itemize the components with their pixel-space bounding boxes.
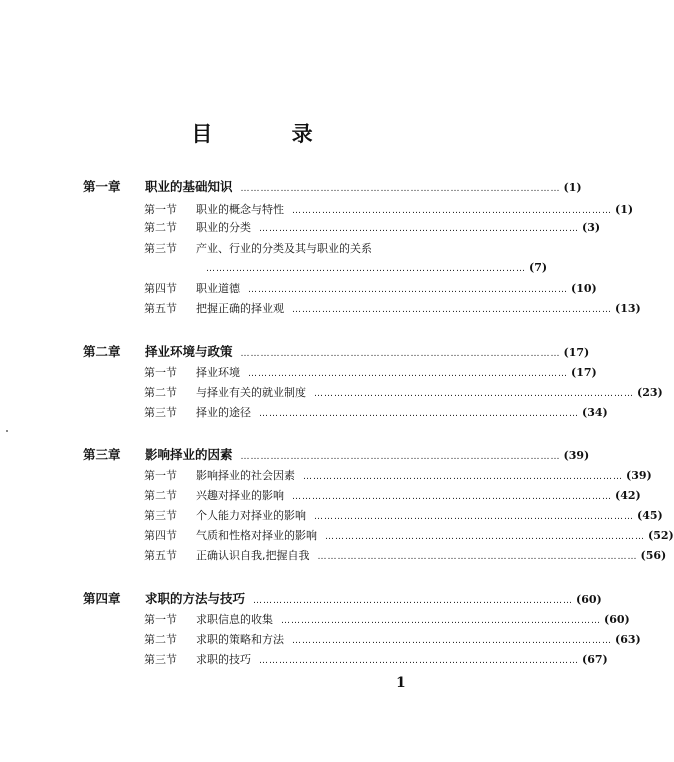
section-number: 第二节 — [144, 489, 177, 502]
chapter-number: 第四章 — [83, 591, 121, 606]
dot-leader: …………………………………………………………………………………… — [281, 616, 601, 626]
page-number: (42) — [615, 489, 641, 502]
section-number: 第四节 — [144, 282, 177, 295]
page-number: (60) — [576, 593, 602, 606]
footer-page-number: 1 — [396, 675, 406, 691]
toc-section-3-5[interactable] — [144, 547, 667, 565]
section-number: 第五节 — [144, 302, 177, 315]
section-title: 职业的概念与特性 — [196, 203, 284, 216]
scan-speck — [6, 430, 8, 432]
toc-section-2-2[interactable] — [144, 384, 663, 402]
section-title: 气质和性格对择业的影响 — [196, 529, 317, 542]
toc-section-2-3[interactable] — [144, 404, 608, 422]
dot-leader: …………………………………………………………………………………… — [253, 596, 574, 606]
toc-section-3-1[interactable] — [144, 467, 652, 485]
dot-leader: …………………………………………………………………………………… — [259, 409, 579, 419]
dot-leader: …………………………………………………………………………………… — [259, 224, 579, 234]
toc-section-4-2[interactable] — [144, 631, 641, 649]
page-number: (52) — [648, 529, 674, 542]
page-number: (17) — [571, 366, 597, 379]
section-number: 第三节 — [144, 406, 177, 419]
page-number: (3) — [582, 221, 601, 234]
page-number: (56) — [640, 549, 667, 562]
page-number: (60) — [604, 613, 630, 626]
toc-section-3-3[interactable] — [144, 507, 663, 525]
section-number: 第一节 — [144, 203, 177, 216]
toc-section-2-1[interactable] — [144, 364, 597, 382]
section-number: 第五节 — [144, 549, 177, 562]
page-number: (10) — [571, 282, 597, 295]
toc-section-1-3-continuation[interactable] — [144, 259, 548, 277]
dot-leader: …………………………………………………………………………………… — [240, 349, 561, 359]
dot-leader: …………………………………………………………………………………… — [317, 552, 638, 562]
section-title: 择业环境 — [196, 366, 240, 379]
page-number: (45) — [637, 509, 663, 522]
dot-leader: …………………………………………………………………………………… — [292, 206, 612, 216]
section-title: 职业的分类 — [196, 221, 251, 234]
dot-leader: …………………………………………………………………………………… — [292, 636, 612, 646]
section-number: 第三节 — [144, 242, 177, 255]
page-number: (39) — [626, 469, 652, 482]
toc-section-4-1[interactable] — [144, 611, 630, 629]
toc-section-1-2[interactable] — [144, 219, 601, 237]
toc-section-1-5[interactable] — [144, 300, 641, 318]
section-title: 个人能力对择业的影响 — [196, 509, 306, 522]
section-title: 兴趣对择业的影响 — [196, 489, 284, 502]
section-title: 求职的策略和方法 — [196, 633, 284, 646]
dot-leader: …………………………………………………………………………………… — [240, 184, 561, 194]
page-number: (39) — [563, 449, 590, 462]
section-title: 求职的技巧 — [196, 653, 251, 666]
section-number: 第二节 — [144, 633, 177, 646]
toc-section-3-4[interactable] — [144, 527, 674, 545]
page-number: (7) — [529, 261, 548, 274]
toc-section-1-3[interactable] — [144, 240, 435, 258]
section-title: 把握正确的择业观 — [196, 302, 284, 315]
chapter-number: 第三章 — [83, 447, 121, 462]
page-number: (17) — [563, 346, 590, 359]
page-title: 目 录 — [191, 122, 349, 146]
toc-chapter-4[interactable] — [83, 590, 602, 608]
toc-section-4-3[interactable] — [144, 651, 608, 669]
section-title: 与择业有关的就业制度 — [196, 386, 306, 399]
section-title: 求职信息的收集 — [196, 613, 273, 626]
section-title: 影响择业的社会因素 — [196, 469, 295, 482]
chapter-title: 影响择业的因素 — [145, 447, 233, 462]
section-number: 第一节 — [144, 469, 177, 482]
section-number: 第二节 — [144, 386, 177, 399]
dot-leader: …………………………………………………………………………………… — [248, 369, 568, 379]
chapter-number: 第一章 — [83, 179, 121, 194]
chapter-title: 职业的基础知识 — [145, 179, 233, 194]
page-number: (23) — [637, 386, 663, 399]
toc-section-1-1[interactable] — [144, 201, 634, 219]
toc-section-3-2[interactable] — [144, 487, 641, 505]
dot-leader: …………………………………………………………………………………… — [240, 452, 561, 462]
dot-leader: …………………………………………………………………………………… — [206, 264, 526, 274]
dot-leader: …………………………………………………………………………………… — [292, 305, 612, 315]
dot-leader: …………………………………………………………………………………… — [292, 492, 612, 502]
section-number: 第三节 — [144, 653, 177, 666]
dot-leader: …………………………………………………………………………………… — [314, 389, 634, 399]
dot-leader: …………………………………………………………………………………… — [314, 512, 634, 522]
page-number: (13) — [615, 302, 641, 315]
section-title: 正确认识自我,把握自我 — [196, 549, 310, 562]
section-number: 第一节 — [144, 613, 177, 626]
page-number: (1) — [615, 203, 634, 216]
section-title: 择业的途径 — [196, 406, 251, 419]
dot-leader: …………………………………………………………………………………… — [259, 656, 579, 666]
page-number: (34) — [582, 406, 608, 419]
toc-chapter-3[interactable] — [83, 446, 590, 464]
section-number: 第二节 — [144, 221, 177, 234]
toc-section-1-4[interactable] — [144, 280, 597, 298]
section-title: 产业、行业的分类及其与职业的关系 — [196, 242, 372, 255]
dot-leader: …………………………………………………………………………………… — [248, 285, 568, 295]
section-number: 第一节 — [144, 366, 177, 379]
toc-chapter-2[interactable] — [83, 343, 590, 361]
dot-leader: …………………………………………………………………………………… — [325, 532, 645, 542]
section-title: 职业道德 — [196, 282, 240, 295]
chapter-title: 择业环境与政策 — [145, 344, 233, 359]
toc-chapter-1[interactable] — [83, 178, 582, 196]
page-number: (63) — [615, 633, 641, 646]
chapter-title: 求职的方法与技巧 — [145, 591, 246, 606]
page-number: (67) — [582, 653, 608, 666]
dot-leader: …………………………………………………………………………………… — [303, 472, 623, 482]
section-number: 第三节 — [144, 509, 177, 522]
page-number: (1) — [563, 181, 582, 194]
chapter-number: 第二章 — [83, 344, 121, 359]
section-number: 第四节 — [144, 529, 177, 542]
